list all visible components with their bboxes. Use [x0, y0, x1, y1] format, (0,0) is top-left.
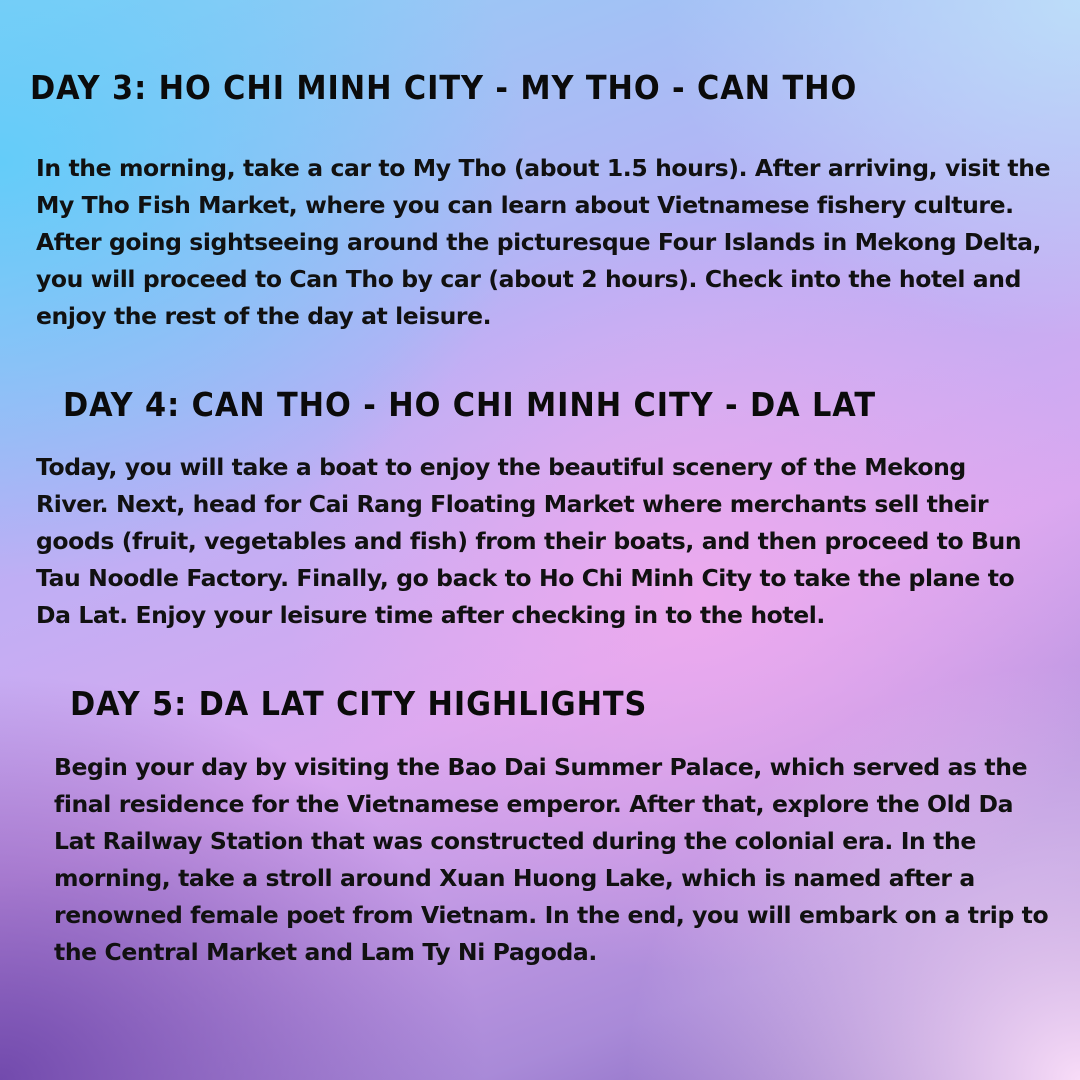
day-5-line: morning, take a stroll around Xuan Huong Lake, which is named after a [54, 864, 975, 892]
day-4-line: goods (fruit, vegetables and fish) from their boats, and then proceed to Bun [36, 527, 1022, 555]
day-5-line: the Central Market and Lam Ty Ni Pagoda. [54, 938, 597, 966]
day-4-description [36, 449, 1021, 634]
day-3-line: My Tho Fish Market, where you can learn about Vietnamese fishery culture. [36, 191, 1014, 219]
day-5-line: Lat Railway Station that was constructed during the colonial era. In the [54, 827, 976, 855]
day-4-heading: DAY 4: CAN THO - HO CHI MINH CITY - DA LAT [63, 385, 876, 424]
day-3-line: you will proceed to Can Tho by car (about 2 hours). Check into the hotel and [36, 265, 1021, 293]
day-4-line: Da Lat. Enjoy your leisure time after checking in to the hotel. [36, 601, 825, 629]
day-5-line: Begin your day by visiting the Bao Dai Summer Palace, which served as the [54, 753, 1028, 781]
day-5-heading: DAY 5: DA LAT CITY HIGHLIGHTS [70, 684, 648, 723]
day-4-line: Today, you will take a boat to enjoy the beautiful scenery of the Mekong [36, 453, 966, 481]
day-3-line: enjoy the rest of the day at leisure. [36, 302, 492, 330]
day-5-line: final residence for the Vietnamese emperor. After that, explore the Old Da [54, 790, 1014, 818]
day-4-line: Tau Noodle Factory. Finally, go back to Ho Chi Minh City to take the plane to [36, 564, 1015, 592]
day-5-description [54, 749, 1048, 971]
day-3-heading: DAY 3: HO CHI MINH CITY - MY THO - CAN THO [30, 68, 858, 107]
day-5-line: renowned female poet from Vietnam. In the end, you will embark on a trip to [54, 901, 1049, 929]
day-4-line: River. Next, head for Cai Rang Floating Market where merchants sell their [36, 490, 989, 518]
day-3-description [36, 150, 1050, 335]
day-3-line: After going sightseeing around the picturesque Four Islands in Mekong Delta, [36, 228, 1042, 256]
day-3-line: In the morning, take a car to My Tho (about 1.5 hours). After arriving, visit the [36, 154, 1051, 182]
